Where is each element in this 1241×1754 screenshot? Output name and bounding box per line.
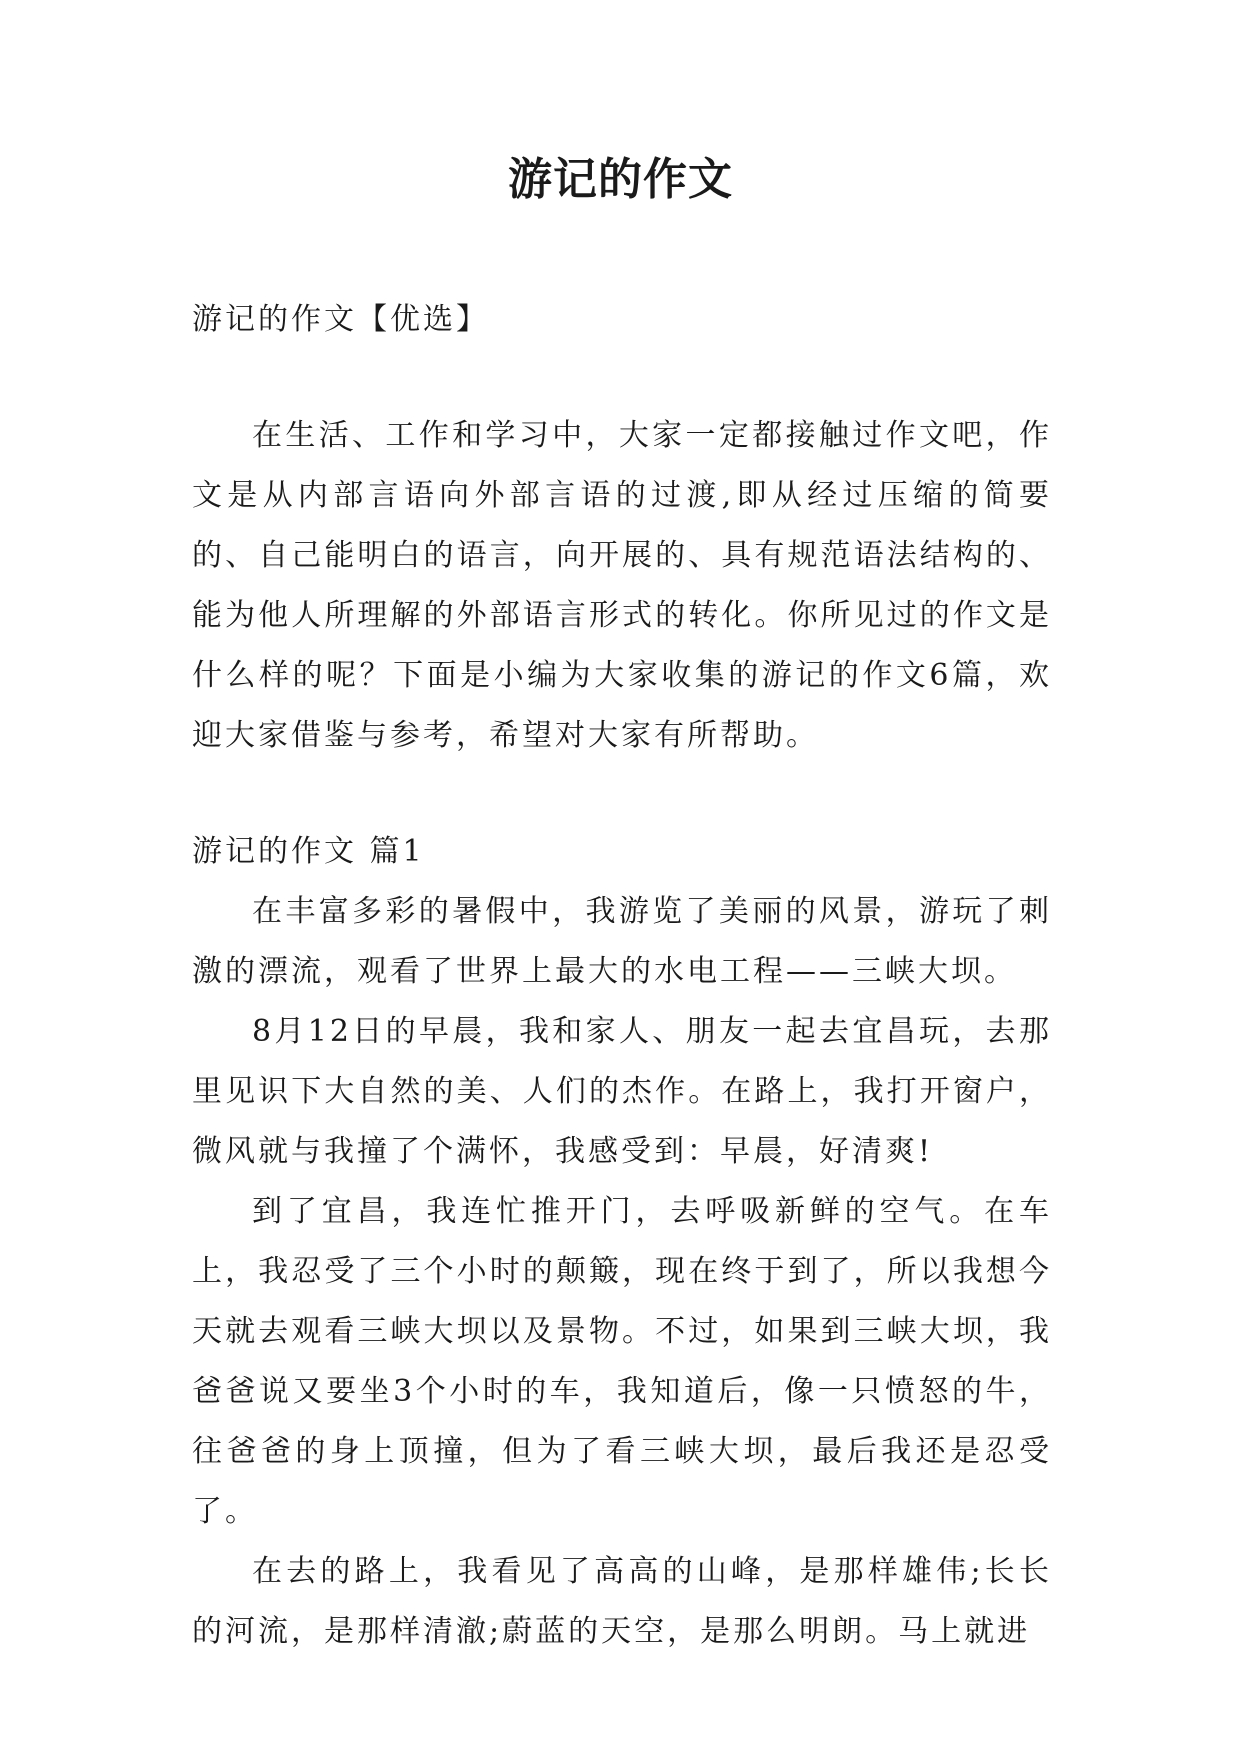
document-subtitle: 游记的作文【优选】: [192, 302, 489, 337]
body-paragraph: 到了宜昌，我连忙推开门，去呼吸新鲜的空气。在车上，我忍受了三个小时的颠簸，现在终于到了，所以我想今天就去观看三峡大坝以及景物。不过，如果到三峡大坝，我爸爸说又要坐3个小时的车，我知道后，像一只愤怒的牛，往爸爸的身上顶撞，但为了看三峡大坝，最后我还是忍受了。: [192, 1194, 1052, 1529]
body-paragraph: 在丰富多彩的暑假中，我游览了美丽的风景，游玩了刺激的漂流，观看了世界上最大的水电工程——三峡大坝。: [192, 894, 1052, 989]
document-title: 游记的作文: [508, 154, 733, 205]
section-heading: 游记的作文 篇1: [192, 834, 425, 869]
document-body: [192, 290, 1052, 1662]
intro-paragraph: 在生活、工作和学习中，大家一定都接触过作文吧，作文是从内部言语向外部言语的过渡,即从经过压缩的简要的、自己能明白的语言，向开展的、具有规范语法结构的、能为他人所理解的外部语言形式的转化。你所见过的作文是什么样的呢？下面是小编为大家收集的游记的作文6篇，欢迎大家借鉴与参考，希望对大家有所帮助。: [192, 418, 1052, 753]
body-paragraph: 在去的路上，我看见了高高的山峰，是那样雄伟;长长的河流，是那样清澈;蔚蓝的天空，是那么明朗。马上就进: [192, 1554, 1052, 1649]
body-paragraph: 8月12日的早晨，我和家人、朋友一起去宜昌玩，去那里见识下大自然的美、人们的杰作。在路上，我打开窗户，微风就与我撞了个满怀，我感受到：早晨，好清爽!: [192, 1014, 1052, 1169]
